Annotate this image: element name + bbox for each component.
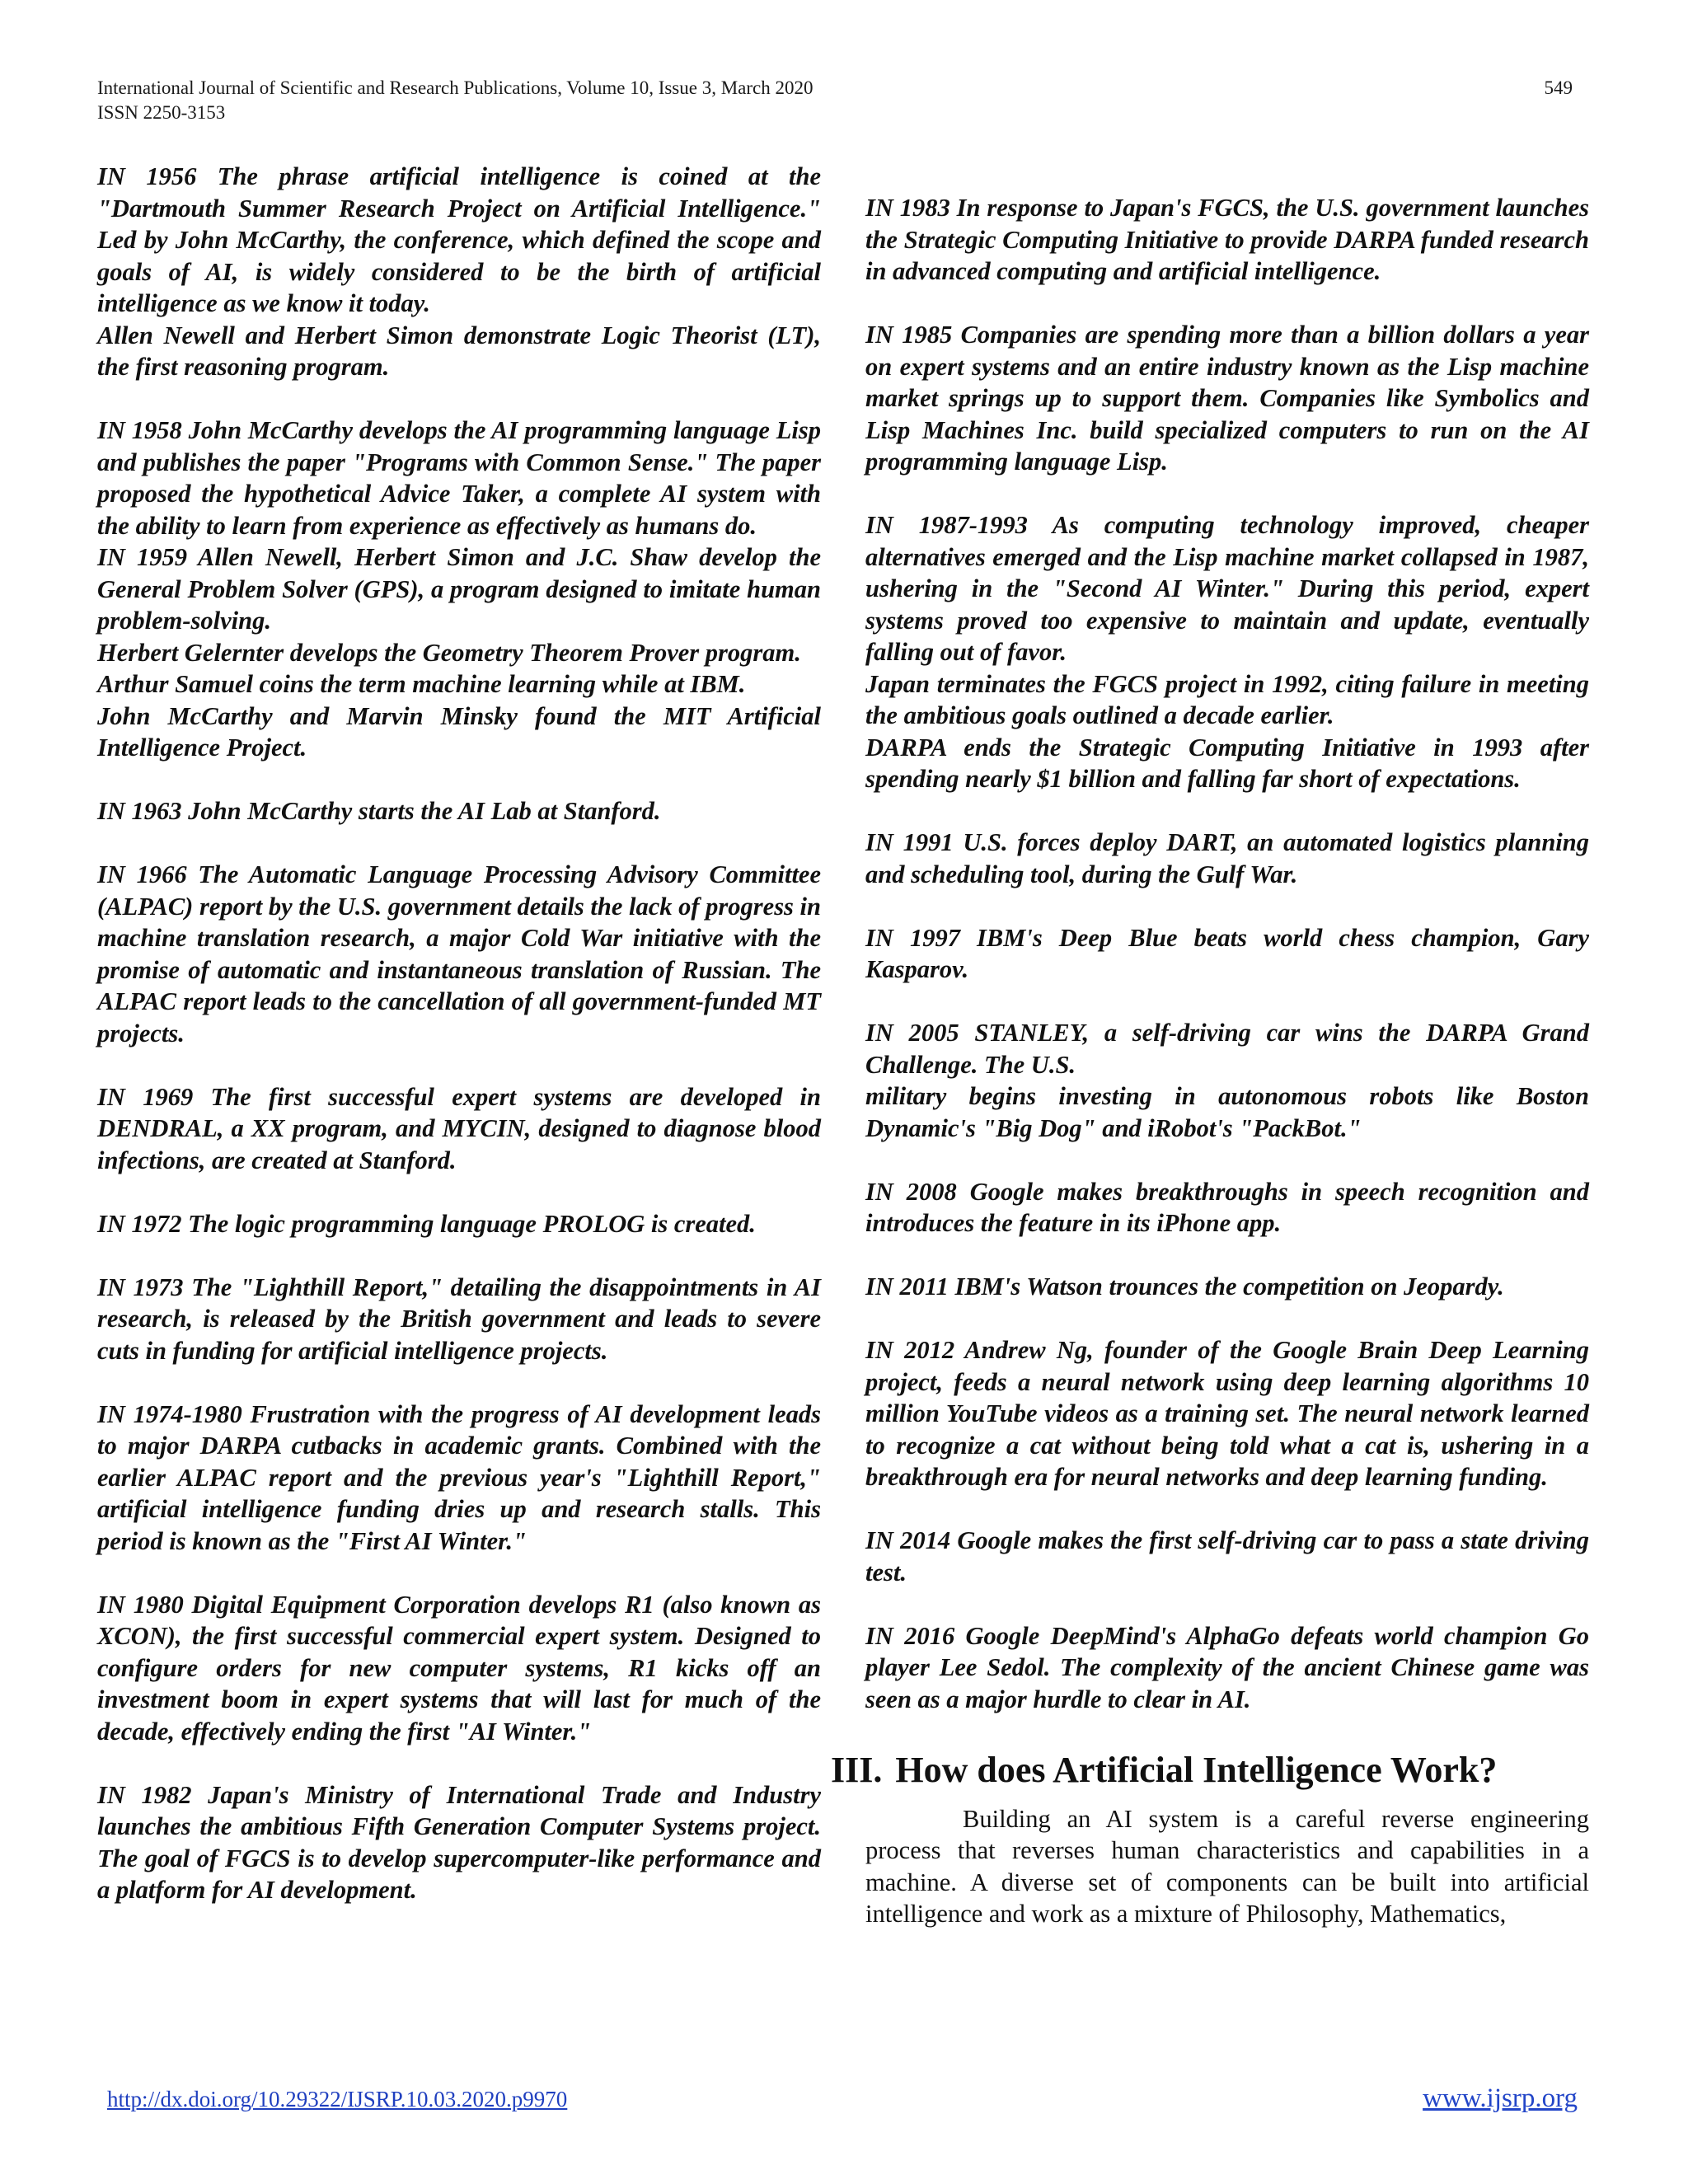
issn: ISSN 2250-3153 xyxy=(97,102,226,123)
timeline-paragraph: IN 1980 Digital Equipment Corporation develops R1 (also known as XCON), the first successful commercial expert system. Designed to configure orders for new computer systems, R1 kicks off an investment boom in expert systems that will last for much of the decade, effectively ending the first "AI Winter." xyxy=(97,1590,821,1746)
timeline-paragraph: IN 1969 The first successful expert systems are developed in DENDRAL, a XX program, and MYCIN, designed to diagnose blood infections, are created at Stanford. xyxy=(97,1082,821,1174)
section-heading xyxy=(831,1747,1589,1793)
section-title: How does Artificial Intelligence Work? xyxy=(895,1749,1498,1790)
timeline-entry xyxy=(865,192,1589,288)
timeline-entry xyxy=(865,1525,1589,1588)
timeline-paragraph: IN 1991 U.S. forces deploy DART, an automated logistics planning and scheduling tool, during the Gulf War. xyxy=(865,828,1589,888)
timeline-paragraph: IN 1959 Allen Newell, Herbert Simon and J.C. Shaw develop the General Problem Solver (GPS), a program designed to imitate human problem-solving. xyxy=(97,543,821,635)
timeline-paragraph: Arthur Samuel coins the term machine learning while at IBM. xyxy=(97,670,746,698)
left-column xyxy=(97,161,821,1938)
timeline-paragraph: IN 1972 The logic programming language PROLOG is created. xyxy=(97,1209,756,1238)
section-number: III. xyxy=(831,1749,883,1790)
timeline-paragraph: IN 1963 John McCarthy starts the AI Lab at Stanford. xyxy=(97,797,661,825)
timeline-paragraph: IN 1982 Japan's Ministry of International Trade and Industry launches the ambitious Fifth Generation Computer Systems project. The goal of FGCS is to develop supercomputer-like performance and a platform for AI development. xyxy=(97,1780,821,1904)
timeline-entry xyxy=(97,1081,821,1177)
timeline-paragraph: IN 2011 IBM's Watson trounces the competition on Jeopardy. xyxy=(865,1272,1504,1301)
page-footer xyxy=(107,2083,1591,2113)
timeline-entry xyxy=(97,1272,821,1367)
timeline-paragraph: IN 2016 Google DeepMind's AlphaGo defeats world champion Go player Lee Sedol. The complexity of the ancient Chinese game was seen as a major hurdle to clear in AI. xyxy=(865,1621,1589,1713)
right-column-entries xyxy=(865,192,1589,1715)
timeline-paragraph: IN 1973 The "Lighthill Report," detailing the disappointments in AI research, is released by the British government and leads to severe cuts in funding for artificial intelligence projects. xyxy=(97,1272,821,1365)
site-link[interactable]: www.ijsrp.org xyxy=(1423,2083,1578,2113)
timeline-entry xyxy=(97,1208,821,1240)
timeline-entry xyxy=(865,319,1589,478)
timeline-entry xyxy=(97,1779,821,1906)
timeline-paragraph: IN 2005 STANLEY, a self-driving car wins the DARPA Grand Challenge. The U.S. xyxy=(865,1019,1589,1079)
timeline-entry xyxy=(865,1334,1589,1493)
timeline-entry xyxy=(97,795,821,827)
page-number: 549 xyxy=(1544,77,1573,98)
timeline-paragraph: IN 2014 Google makes the first self-driving car to pass a state driving test. xyxy=(865,1526,1589,1586)
timeline-paragraph: IN 2008 Google makes breakthroughs in speech recognition and introduces the feature in its iPhone app. xyxy=(865,1177,1589,1237)
timeline-paragraph: Allen Newell and Herbert Simon demonstrate Logic Theorist (LT), the first reasoning program. xyxy=(97,321,821,381)
journal-title: International Journal of Scientific and Research Publications, Volume 10, Issue 3, March 2020 xyxy=(97,77,814,98)
timeline-paragraph: IN 1983 In response to Japan's FGCS, the U.S. government launches the Strategic Computing Initiative to provide DARPA funded research in advanced computing and artificial intelligence. xyxy=(865,194,1589,285)
timeline-paragraph: IN 1974-1980 Frustration with the progress of AI development leads to major DARPA cutbacks in academic grants. Combined with the earlier ALPAC report and the previous year's "Lighthill Report," artificial intelligence funding dries up and research stalls. This period is known as the "First AI Winter." xyxy=(97,1399,821,1555)
page-header xyxy=(97,76,1573,125)
timeline-entry xyxy=(865,1271,1589,1303)
timeline-paragraph: IN 1987-1993 As computing technology improved, cheaper alternatives emerged and the Lisp machine market collapsed in 1987, ushering in the "Second AI Winter." During this period, expert systems proved too expensive to maintain and update, eventually falling out of favor. xyxy=(865,511,1589,666)
timeline-entry xyxy=(97,1399,821,1558)
timeline-paragraph: Japan terminates the FGCS project in 1992, citing failure in meeting the ambitious goals outlined a decade earlier. xyxy=(865,669,1589,729)
timeline-paragraph: IN 1956 The phrase artificial intelligence is coined at the "Dartmouth Summer Research Project on Artificial Intelligence." Led by John McCarthy, the conference, which defined the scope and goals of AI, is widely considered to be the birth of artificial intelligence as we know it today. xyxy=(97,162,821,317)
timeline-paragraph: military begins investing in autonomous robots like Boston Dynamic's "Big Dog" and iRobot's "PackBot." xyxy=(865,1082,1589,1142)
timeline-paragraph: IN 1985 Companies are spending more than a billion dollars a year on expert systems and an entire industry known as the Lisp machine market springs up to support them. Companies like Symbolics and Lisp Machines Inc. build specialized computers to run on the AI programming language Lisp. xyxy=(865,321,1589,476)
timeline-paragraph: IN 1997 IBM's Deep Blue beats world chess champion, Gary Kasparov. xyxy=(865,923,1589,983)
timeline-entry xyxy=(97,859,821,1049)
timeline-entry xyxy=(97,1589,821,1748)
timeline-paragraph: IN 1958 John McCarthy develops the AI programming language Lisp and publishes the paper "Programs with Common Sense." The paper proposed the hypothetical Advice Taker, a complete AI system with the ability to learn from experience as effectively as humans do. xyxy=(97,416,821,540)
timeline-entry xyxy=(865,1017,1589,1144)
timeline-paragraph: Herbert Gelernter develops the Geometry Theorem Prover program. xyxy=(97,638,801,667)
section-body: Building an AI system is a careful reverse engineering process that reverses human characteristics and capabilities in a machine. A diverse set of components can be built into artificial intelligence and work as a mixture of Philosophy, Mathematics, xyxy=(865,1804,1589,1928)
timeline-entry xyxy=(865,509,1589,795)
timeline-paragraph: DARPA ends the Strategic Computing Initiative in 1993 after spending nearly $1 billion and falling far short of expectations. xyxy=(865,733,1589,793)
timeline-paragraph: John McCarthy and Marvin Minsky found the MIT Artificial Intelligence Project. xyxy=(97,701,821,762)
timeline-entry xyxy=(97,161,821,383)
timeline-paragraph: IN 2012 Andrew Ng, founder of the Google Brain Deep Learning project, feeds a neural network using deep learning algorithms 10 million YouTube videos as a training set. The neural network learned to recognize a cat without being told what a cat is, ushering in a breakthrough era for neural networks and deep learning funding. xyxy=(865,1336,1589,1491)
doi-link[interactable]: http://dx.doi.org/10.29322/IJSRP.10.03.2020.p9970 xyxy=(107,2087,568,2111)
timeline-paragraph: IN 1966 The Automatic Language Processing Advisory Committee (ALPAC) report by the U.S. government details the lack of progress in machine translation research, a major Cold War initiative with the promise of automatic and instantaneous translation of Russian. The ALPAC report leads to the cancellation of all government-funded MT projects. xyxy=(97,860,821,1047)
timeline-entry xyxy=(97,415,821,764)
timeline-entry xyxy=(865,1176,1589,1240)
timeline-entry xyxy=(865,922,1589,986)
right-column xyxy=(831,192,1589,1930)
timeline-entry xyxy=(865,1620,1589,1716)
timeline-entry xyxy=(865,827,1589,890)
